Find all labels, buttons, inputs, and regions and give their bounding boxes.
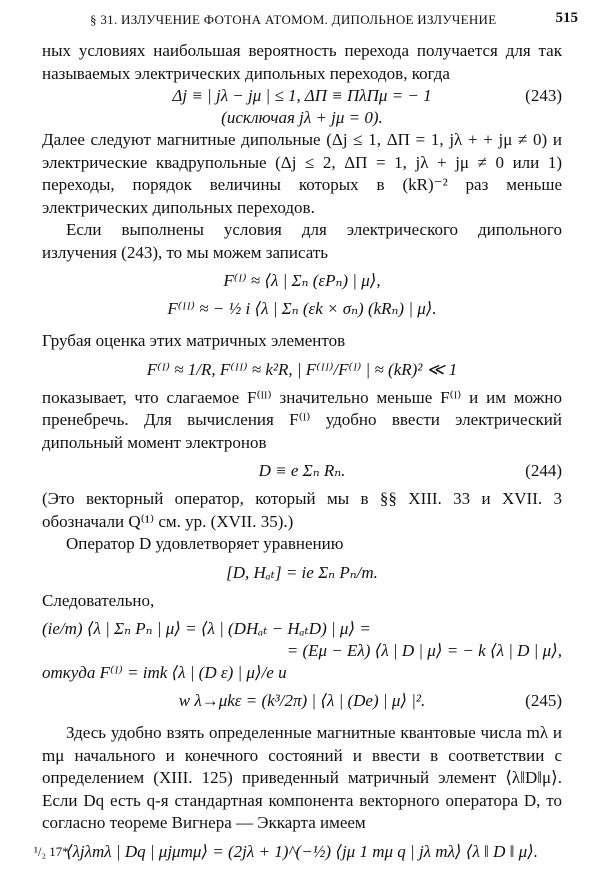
equation-text: (ie/m) ⟨λ | Σₙ Pₙ | μ⟩ = ⟨λ | (DHₐₜ − HₐₜD) | μ⟩ =: [42, 619, 371, 638]
equation-otkuda: [42, 662, 562, 684]
running-head: § 31. ИЗЛУЧЕНИЕ ФОТОНА АТОМОМ. ДИПОЛЬНОЕ ИЗЛУЧЕНИЕ: [90, 12, 497, 27]
equation-step-2: [42, 640, 562, 662]
equation-text: = (Eμ − Eλ) ⟨λ | D | μ⟩ = − k ⟨λ | D | μ⟩,: [286, 641, 562, 660]
page-body: [42, 40, 562, 863]
equation-number: (245): [525, 691, 562, 710]
paragraph: Оператор D удовлетворяет уравнению: [66, 534, 344, 553]
equation-F2: [42, 298, 562, 320]
paragraph: Следовательно,: [42, 590, 155, 610]
paragraph: (Это векторный оператор, который мы в §§ XIII. 33 и XVII. 3 обозначали Q⁽¹⁾ см. ур. (XVII. 35).): [42, 489, 562, 531]
equation-244: [42, 460, 562, 482]
signature-mark: ¹/₂ 17*: [34, 844, 69, 859]
equation-step-1: [42, 618, 562, 640]
equation-text: [D, Hₐₜ] = ie Σₙ Pₙ/m.: [226, 562, 378, 582]
paragraph: Если выполнены условия для электрического дипольного излучения (243), то мы можем записать: [42, 220, 562, 262]
equation-text: откуда F⁽ᴵ⁾ = imk ⟨λ | (D ε) | μ⟩/e и: [42, 663, 287, 682]
page-number: 515: [555, 10, 578, 26]
equation-text: F⁽ᴵᴵ⁾ ≈ − ½ i ⟨λ | Σₙ (εk × σₙ) (kRₙ) | μ⟩.: [167, 299, 437, 318]
paragraph: показывает, что слагаемое F⁽ᴵᴵ⁾ значительно меньше F⁽ᴵ⁾ и им можно пренебречь. Для вычисления F⁽ᴵ⁾ удобно ввести электрический дипольный момент электронов: [42, 387, 562, 452]
paragraph: Здесь удобно взять определенные магнитные квантовые числа mλ и mμ начального и конечного состояний и ввести в соответствии с определением (XIII. 125) приведенный матричный элемент ⟨λ‖D‖μ⟩. Если Dq есть q-я стандартная компонента векторного оператора D, то согласно теореме Вигнера — Эккарта имеем: [42, 723, 562, 832]
equation-note: [42, 107, 562, 129]
equation-text: D ≡ e Σₙ Rₙ.: [258, 461, 346, 480]
equation-wigner-eckart: [42, 841, 562, 863]
equation-text: Δj ≡ | jλ − jμ | ≤ 1, ΔΠ ≡ ΠλΠμ = − 1: [172, 86, 432, 105]
equation-text: w λ→μkε = (k³/2π) | ⟨λ | (De) | μ⟩ |².: [178, 691, 426, 710]
equation-estimate: [42, 359, 562, 381]
equation-number: (243): [525, 86, 562, 105]
equation-text: ⟨λjλmλ | Dq | μjμmμ⟩ = (2jλ + 1)^(−½) ⟨jμ 1 mμ q | jλ mλ⟩ ⟨λ ‖ D ‖ μ⟩.: [65, 841, 539, 861]
equation-243: [42, 85, 562, 107]
equation-text: (исключая jλ + jμ = 0).: [221, 108, 383, 127]
paragraph: Далее следуют магнитные дипольные (Δj ≤ 1, ΔΠ = 1, jλ + + jμ ≠ 0) и электрические квадрупольные (Δj ≤ 2, ΔΠ = 1, jλ + jμ ≠ 0 или 1) переходы, порядок величины которых в (kR)⁻² раз меньше электрических дипольных переходов.: [42, 130, 562, 217]
equation-commutator: [42, 562, 562, 584]
paragraph: ных условиях наибольшая вероятность перехода получается для так называемых электрических дипольных переходов, когда: [42, 41, 562, 83]
page-header: [0, 8, 600, 34]
equation-245: [42, 690, 562, 712]
equation-text: F⁽ᴵ⁾ ≈ 1/R, F⁽ᴵᴵ⁾ ≈ k²R, | F⁽ᴵᴵ⁾/F⁽ᴵ⁾ | ≈ (kR)² ≪ 1: [146, 359, 458, 379]
equation-number: (244): [525, 461, 562, 480]
equation-F1: [42, 270, 562, 292]
equation-text: F⁽ᴵ⁾ ≈ ⟨λ | Σₙ (εPₙ) | μ⟩,: [223, 271, 381, 290]
paragraph: Грубая оценка этих матричных элементов: [42, 331, 346, 350]
